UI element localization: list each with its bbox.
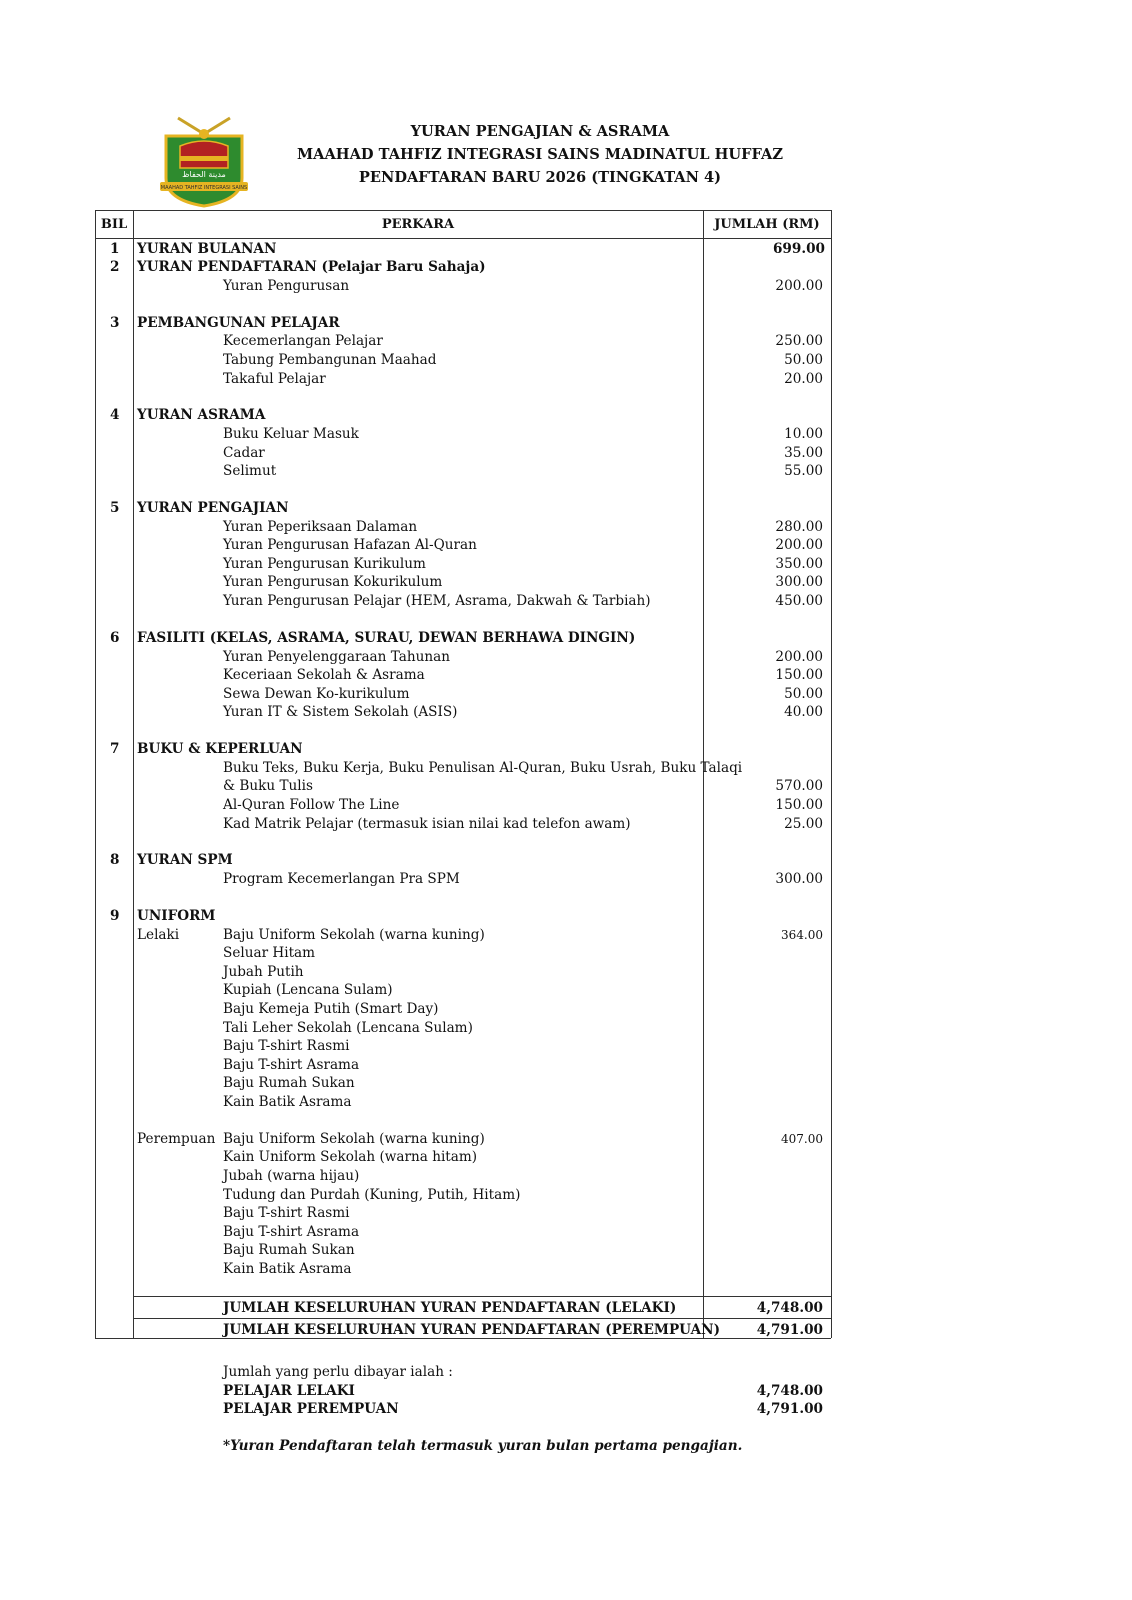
amount: 20.00: [784, 371, 823, 387]
uniform-item: Baju T-shirt Rasmi: [223, 1038, 350, 1054]
item-label: Yuran IT & Sistem Sekolah (ASIS): [223, 704, 458, 720]
item-label: Yuran Pengurusan: [223, 278, 350, 294]
amount: 200.00: [775, 537, 823, 553]
summary-lelaki-amount: 4,748.00: [756, 1383, 823, 1399]
amount: 10.00: [784, 426, 823, 442]
item-label: Al-Quran Follow The Line: [223, 797, 400, 813]
total-lelaki-amount: 4,748.00: [756, 1300, 823, 1316]
item-label-cont: & Buku Tulis: [223, 778, 313, 794]
summary-perempuan-amount: 4,791.00: [756, 1401, 823, 1417]
summary-lelaki-label: PELAJAR LELAKI: [223, 1383, 355, 1399]
item-label: Program Kecemerlangan Pra SPM: [223, 871, 460, 887]
uniform-item: Kain Batik Asrama: [223, 1094, 352, 1110]
section-title: FASILITI (KELAS, ASRAMA, SURAU, DEWAN BERHAWA DINGIN): [137, 630, 636, 646]
amount: 200.00: [775, 649, 823, 665]
uniform-item: Baju Uniform Sekolah (warna kuning): [223, 927, 485, 943]
amount: 40.00: [784, 704, 823, 720]
uniform-item: Tudung dan Purdah (Kuning, Putih, Hitam): [223, 1187, 521, 1203]
col-header-perkara: PERKARA: [381, 217, 455, 232]
section-number: 8: [110, 852, 120, 868]
amount: 55.00: [784, 463, 823, 479]
item-label: Yuran Pengurusan Pelajar (HEM, Asrama, Dakwah & Tarbiah): [223, 593, 651, 609]
summary-perempuan-label: PELAJAR PEREMPUAN: [223, 1401, 399, 1417]
total-perempuan-amount: 4,791.00: [756, 1322, 823, 1338]
section-title: YURAN SPM: [137, 852, 233, 868]
item-label: Kad Matrik Pelajar (termasuk isian nilai kad telefon awam): [223, 816, 631, 832]
section-title: YURAN PENGAJIAN: [137, 500, 289, 516]
amount: 200.00: [775, 278, 823, 294]
amount: 35.00: [784, 445, 823, 461]
item-label: Buku Keluar Masuk: [223, 426, 359, 442]
uniform-item: Baju Rumah Sukan: [223, 1075, 355, 1091]
amount: 150.00: [775, 797, 823, 813]
item-label: Yuran Pengurusan Kokurikulum: [223, 574, 443, 590]
uniform-item: Seluar Hitam: [223, 945, 316, 961]
svg-text:MAAHAD TAHFIZ INTEGRASI SAINS: MAAHAD TAHFIZ INTEGRASI SAINS: [160, 185, 248, 191]
school-logo: [158, 108, 250, 208]
section-title: YURAN ASRAMA: [137, 407, 266, 423]
uniform-item: Baju T-shirt Asrama: [223, 1224, 360, 1240]
amount: 300.00: [775, 574, 823, 590]
amount: 250.00: [775, 333, 823, 349]
uniform-item: Baju Kemeja Putih (Smart Day): [223, 1001, 439, 1017]
section-number: 3: [110, 315, 120, 331]
amount: 450.00: [775, 593, 823, 609]
item-label: Buku Teks, Buku Kerja, Buku Penulisan Al-Quran, Buku Usrah, Buku Talaqi: [223, 760, 743, 776]
item-label: Takaful Pelajar: [223, 371, 326, 387]
summary-intro: Jumlah yang perlu dibayar ialah :: [223, 1364, 453, 1380]
amount: 699.00: [772, 241, 825, 257]
item-label: Kecemerlangan Pelajar: [223, 333, 383, 349]
amount: 350.00: [775, 556, 823, 572]
school-name: MAAHAD TAHFIZ INTEGRASI SAINS MADINATUL HUFFAZ: [296, 146, 783, 163]
section-number: 1: [110, 241, 120, 257]
uniform-item: Jubah Putih: [223, 964, 304, 980]
amount: 50.00: [784, 352, 823, 368]
uniform-item: Baju Rumah Sukan: [223, 1242, 355, 1258]
amount: 150.00: [775, 667, 823, 683]
uniform-item: Kain Batik Asrama: [223, 1261, 352, 1277]
section-number: 2: [110, 259, 120, 275]
section-number: 5: [110, 500, 120, 516]
uniform-item: Baju T-shirt Rasmi: [223, 1205, 350, 1221]
amount: 280.00: [775, 519, 823, 535]
svg-text:مدينة الحفاظ: مدينة الحفاظ: [182, 170, 226, 179]
section-title: PEMBANGUNAN PELAJAR: [137, 315, 340, 331]
total-lelaki-label: JUMLAH KESELURUHAN YURAN PENDAFTARAN (LELAKI): [223, 1300, 677, 1316]
section-number: 4: [110, 407, 120, 423]
section-title: YURAN PENDAFTARAN (Pelajar Baru Sahaja): [137, 259, 486, 275]
item-label: Cadar: [223, 445, 265, 461]
amount: 570.00: [775, 778, 823, 794]
item-label: Tabung Pembangunan Maahad: [223, 352, 437, 368]
section-title: YURAN BULANAN: [137, 241, 277, 257]
group-label-lelaki: Lelaki: [137, 927, 180, 943]
amount: 300.00: [775, 871, 823, 887]
footnote: *Yuran Pendaftaran telah termasuk yuran bulan pertama pengajian.: [223, 1438, 743, 1454]
section-number: 7: [110, 741, 120, 757]
uniform-item: Baju T-shirt Asrama: [223, 1057, 360, 1073]
amount: 364.00: [781, 928, 823, 942]
item-label: Sewa Dewan Ko-kurikulum: [223, 686, 410, 702]
total-perempuan-label: JUMLAH KESELURUHAN YURAN PENDAFTARAN (PEREMPUAN): [223, 1322, 721, 1338]
uniform-item: Jubah (warna hijau): [223, 1168, 360, 1184]
page-title: YURAN PENGAJIAN & ASRAMA: [410, 123, 670, 140]
item-label: Yuran Peperiksaan Dalaman: [223, 519, 418, 535]
uniform-item: Kupiah (Lencana Sulam): [223, 982, 393, 998]
item-label: Yuran Penyelenggaraan Tahunan: [223, 649, 450, 665]
section-number: 9: [110, 908, 120, 924]
col-header-jumlah: JUMLAH (RM): [714, 217, 820, 232]
col-header-bil: BIL: [100, 217, 128, 232]
item-label: Keceriaan Sekolah & Asrama: [223, 667, 425, 683]
amount: 50.00: [784, 686, 823, 702]
section-title: BUKU & KEPERLUAN: [137, 741, 303, 757]
page-subtitle: PENDAFTARAN BARU 2026 (TINGKATAN 4): [358, 169, 722, 186]
item-label: Selimut: [223, 463, 277, 479]
section-number: 6: [110, 630, 120, 646]
item-label: Yuran Pengurusan Hafazan Al-Quran: [223, 537, 477, 553]
amount: 407.00: [781, 1132, 823, 1146]
section-title: UNIFORM: [137, 908, 216, 924]
item-label: Yuran Pengurusan Kurikulum: [223, 556, 426, 572]
group-label-perempuan: Perempuan: [137, 1131, 216, 1147]
uniform-item: Tali Leher Sekolah (Lencana Sulam): [223, 1020, 473, 1036]
uniform-item: Baju Uniform Sekolah (warna kuning): [223, 1131, 485, 1147]
amount: 25.00: [784, 816, 823, 832]
uniform-item: Kain Uniform Sekolah (warna hitam): [223, 1149, 478, 1165]
